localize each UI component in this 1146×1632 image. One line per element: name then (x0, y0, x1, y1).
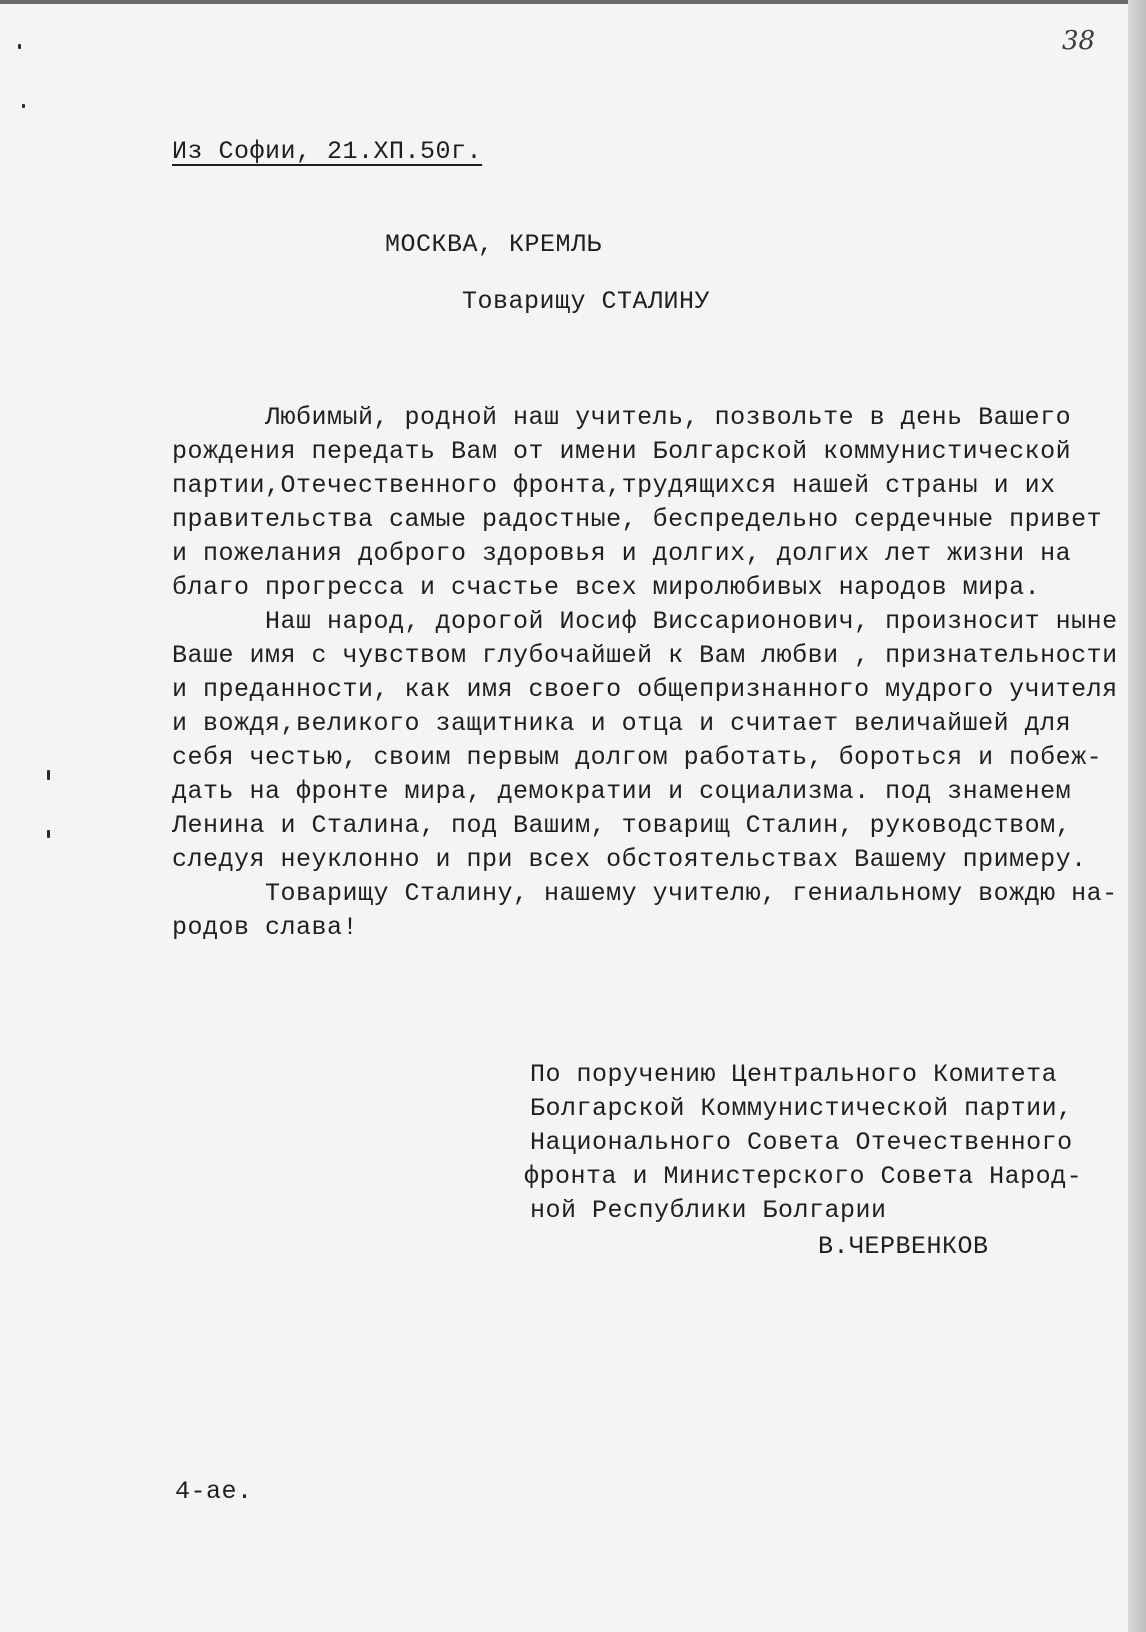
body-line: Наш народ, дорогой Иосиф Виссарионович, произносит ныне (172, 607, 1118, 636)
address: МОСКВА, КРЕМЛЬ (385, 230, 603, 259)
body-line: рождения передать Вам от имени Болгарской коммунистической (172, 437, 1072, 466)
sign-line: ной Республики Болгарии (530, 1196, 887, 1225)
dateline: Из Софии, 21.ХП.50г. (172, 137, 483, 166)
margin-mark (22, 104, 25, 108)
body-line: следуя неуклонно и при всех обстоятельствах Вашему примеру. (172, 845, 1087, 874)
sign-line: По поручению Центрального Комитета (530, 1060, 1058, 1089)
margin-mark (47, 830, 50, 838)
margin-mark (47, 770, 50, 780)
body-line: и вождя,великого защитника и отца и считает величайшей для (172, 709, 1072, 738)
page-number: 38 (1062, 26, 1096, 56)
body-line: себя честью, своим первым долгом работать, бороться и побеж- (172, 743, 1103, 772)
page-top-edge (0, 0, 1130, 4)
body-line: Любимый, родной наш учитель, позвольте в день Вашего (172, 403, 1072, 432)
body-line: Товарищу Сталину, нашему учителю, гениальному вождю на- (172, 879, 1118, 908)
sign-line: Национального Совета Отечественного (530, 1128, 1073, 1157)
body-line: благо прогресса и счастье всех миролюбивых народов мира. (172, 573, 1041, 602)
sign-line: Болгарской Коммунистической партии, (530, 1094, 1073, 1123)
body-line: Ленина и Сталина, под Вашим, товарищ Сталин, руководством, (172, 811, 1072, 840)
body-line: и преданности, как имя своего общепризнанного мудрого учителя (172, 675, 1118, 704)
body-line: и пожелания доброго здоровья и долгих, долгих лет жизни на (172, 539, 1072, 568)
footer-code: 4-ае. (175, 1477, 253, 1506)
body-line: правительства самые радостные, беспредельно сердечные привет (172, 505, 1103, 534)
body-line: родов слава! (172, 913, 359, 942)
body-line: партии,Отечественного фронта,трудящихся нашей страны и их (172, 471, 1056, 500)
recipient: Товарищу СТАЛИНУ (462, 287, 711, 316)
page-right-edge (1128, 0, 1146, 1632)
signature-name: В.ЧЕРВЕНКОВ (818, 1232, 989, 1261)
body-line: Ваше имя с чувством глубочайшей к Вам любви , признательности (172, 641, 1118, 670)
margin-mark (18, 44, 21, 49)
sign-line: фронта и Министерского Совета Народ- (524, 1162, 1083, 1191)
body-line: дать на фронте мира, демократии и социализма. под знаменем (172, 777, 1072, 806)
